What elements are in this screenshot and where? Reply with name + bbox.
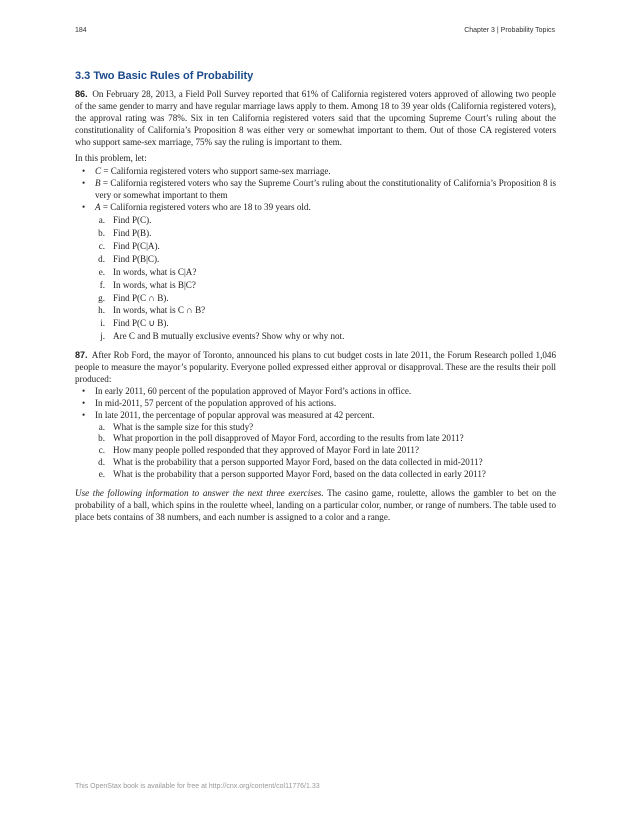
list-item: • A = California registered voters who are 18 to 39 years old. <box>75 202 556 214</box>
let-text: In this problem, let: <box>75 152 147 163</box>
section-title: 3.3 Two Basic Rules of Probability <box>75 70 254 82</box>
list-item: d. Find P(B|C). <box>98 253 160 264</box>
list-item: g. Find P(C ∩ B). <box>98 292 169 303</box>
exercise-86 <box>75 89 556 343</box>
question-parts <box>75 422 556 482</box>
chapter-header: Chapter 3 | Probability Topics <box>464 27 555 34</box>
question-parts <box>75 214 556 343</box>
list-item: c. Find P(C|A). <box>98 240 160 251</box>
list-item: i. Find P(C ∪ B). <box>100 318 169 329</box>
list-item: h. In words, what is C ∩ B? <box>98 305 206 316</box>
list-item: a. What is the sample size for this study? <box>98 421 254 432</box>
footer-text: This OpenStax book is available for free at http://cnx.org/content/col11776/1.33 <box>75 783 320 790</box>
list-item: b. What proportion in the poll disapproved of Mayor Ford, according to the results from late 2011? <box>98 433 464 444</box>
list-item: f. In words, what is B|C? <box>99 279 196 290</box>
exercise-intro: After Rob Ford, the mayor of Toronto, announced his plans to cut budget costs in late 2011, the Forum Research polled 1,046 people to measure the mayor’s popularity. Everyone polled expressed either approval or disapproval. These are the results their poll produced: <box>75 350 557 384</box>
list-item: c. How many people polled responded that they approved of Mayor Ford in late 2011? <box>98 445 419 456</box>
list-item: • In mid-2011, 57 percent of the population approved of his actions. <box>75 398 556 410</box>
list-item: e. In words, what is C|A? <box>98 266 197 277</box>
list-item: e. What is the probability that a person supported Mayor Ford, based on the data collected in early 2011? <box>98 469 486 480</box>
list-item: a. Find P(C). <box>98 215 152 226</box>
list-item: j. Are C and B mutually exclusive events? Show why or why not. <box>100 331 345 342</box>
list-item: • In late 2011, the percentage of popular approval was measured at 42 percent. <box>75 410 556 422</box>
list-item: • In early 2011, 60 percent of the population approved of Mayor Ford’s actions in office. <box>75 386 556 398</box>
exercise-intro: On February 28, 2013, a Field Poll Survey reported that 61% of California registered voters approved of allowing two people of the same gender to marry and have regular marriage laws apply to them. Among 18 to 39 year olds (California registered voters), the approval rating was 78%. Six in ten California registered voters said that the upcoming Supreme Court’s ruling about the constitutionality of California’s Proposition 8 was either very or somewhat important to them. Out of those CA registered voters who support same-sex marriage, 75% say the ruling is important to them. <box>75 89 556 147</box>
list-item: d. What is the probability that a person supported Mayor Ford, based on the data collected in mid-2011? <box>98 457 483 468</box>
definition-list <box>75 166 556 214</box>
list-item: • C = California registered voters who support same-sex marriage. <box>75 166 556 178</box>
results-list <box>75 386 556 422</box>
list-item: • B = California registered voters who say the Supreme Court’s ruling about the constitutionality of California’s Proposition 8 is very or somewhat important to them <box>75 178 556 202</box>
list-item: b. Find P(B). <box>98 227 152 238</box>
exercise-87 <box>75 350 556 481</box>
exercise-number: 86. <box>75 89 88 99</box>
roulette-intro: Use the following information to answer the next three exercises. The casino game, roulette, allows the gambler to bet on the probability of a ball, which spins in the roulette wheel, landing on a particular color, number, or range of numbers. The table used to place bets contains of 38 numbers, and each number is assigned to a color and a range. <box>75 488 556 522</box>
page-number: 184 <box>75 27 87 34</box>
exercise-number: 87. <box>75 350 88 361</box>
page-content <box>75 70 556 524</box>
